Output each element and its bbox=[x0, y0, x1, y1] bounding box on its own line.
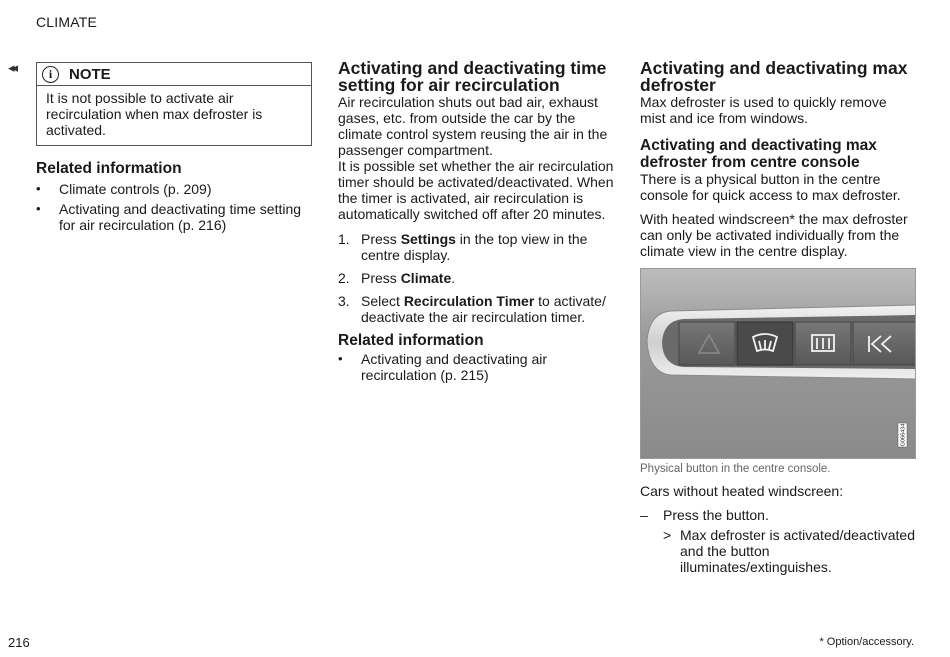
note-box bbox=[36, 62, 312, 146]
step-text: . bbox=[451, 270, 456, 286]
note-text: It is not possible to activate air recirculation when max defroster is activated. bbox=[46, 90, 263, 138]
step-3 bbox=[338, 293, 614, 325]
hazard-button bbox=[679, 322, 735, 365]
action-list bbox=[640, 507, 916, 523]
column-left bbox=[36, 60, 312, 233]
step-menu-climate: Climate bbox=[400, 270, 452, 286]
previous-page-marker-icon: ◂◂ bbox=[8, 60, 16, 75]
related-info-list bbox=[36, 181, 312, 233]
section-header: CLIMATE bbox=[36, 14, 98, 30]
steps-list bbox=[338, 231, 614, 325]
action-result: > Max defroster is activated/deactivated and the button illuminates/extinguishes. bbox=[640, 527, 916, 575]
related-link-air-recirculation[interactable]: • Activating and deactivating air recirculation (p. 215) bbox=[338, 351, 614, 383]
step-text: Select bbox=[361, 293, 404, 309]
step-text: in the top view in the centre display. bbox=[361, 231, 588, 263]
page-number: 216 bbox=[8, 635, 30, 650]
related-info-list bbox=[338, 351, 614, 383]
step-2 bbox=[338, 270, 614, 286]
paragraph-heated-windscreen: With heated windscreen* the max defroster can only be activated individually from the climate view in the centre display. bbox=[640, 211, 908, 259]
step-text: Press bbox=[361, 270, 401, 286]
intro-paragraph: Max defroster is used to quickly remove mist and ice from windows. bbox=[640, 94, 887, 126]
step-number: 2. bbox=[338, 270, 350, 286]
drive-mode-button bbox=[853, 322, 916, 365]
column-right bbox=[640, 60, 916, 575]
section-title-max-defroster: Activating and deactivating max defroster bbox=[640, 58, 908, 95]
action-press-button: – Press the button. bbox=[640, 507, 916, 523]
note-header bbox=[37, 63, 311, 86]
related-info-heading: Related information bbox=[36, 160, 182, 177]
note-title: NOTE bbox=[69, 65, 111, 83]
intro-paragraph: Air recirculation shuts out bad air, exhaust gases, etc. from outside the car by the climate control system reusing the air in the passenger compartment. bbox=[338, 94, 608, 158]
related-info-heading: Related information bbox=[338, 332, 484, 349]
step-number: 3. bbox=[338, 293, 350, 309]
related-link-climate-controls[interactable]: • Climate controls (p. 209) bbox=[36, 181, 312, 197]
step-menu-settings: Settings bbox=[400, 231, 456, 247]
footnote: * Option/accessory. bbox=[819, 636, 914, 648]
body-paragraph: It is possible set whether the air recirculation timer should be activated/deactivated. When the timer is activated, air recirculation is automatically switched off after 20 minutes. bbox=[338, 158, 614, 222]
centre-console-photo bbox=[640, 268, 916, 459]
subsection-title-centre-console: Activating and deactivating max defroster from centre console bbox=[640, 137, 877, 171]
step-1 bbox=[338, 231, 614, 263]
step-text: to activate/ deactivate the air recirculation timer. bbox=[361, 293, 606, 325]
image-code: G066434 bbox=[900, 423, 907, 447]
step-text: Press bbox=[361, 231, 401, 247]
section-title-recirculation-timer: Activating and deactivating time setting for air recirculation bbox=[338, 58, 607, 95]
related-link-recirculation-timer[interactable]: • Activating and deactivating time setting for air recirculation (p. 216) bbox=[36, 201, 312, 233]
paragraph-physical-button: There is a physical button in the centre console for quick access to max defroster. bbox=[640, 171, 901, 203]
column-middle bbox=[338, 60, 614, 383]
step-menu-recirculation-timer: Recirculation Timer bbox=[403, 293, 535, 309]
cars-without-heated-windscreen: Cars without heated windscreen: bbox=[640, 483, 844, 499]
photo-caption: Physical button in the centre console. bbox=[640, 463, 831, 475]
step-number: 1. bbox=[338, 231, 350, 247]
info-icon: i bbox=[42, 66, 59, 83]
